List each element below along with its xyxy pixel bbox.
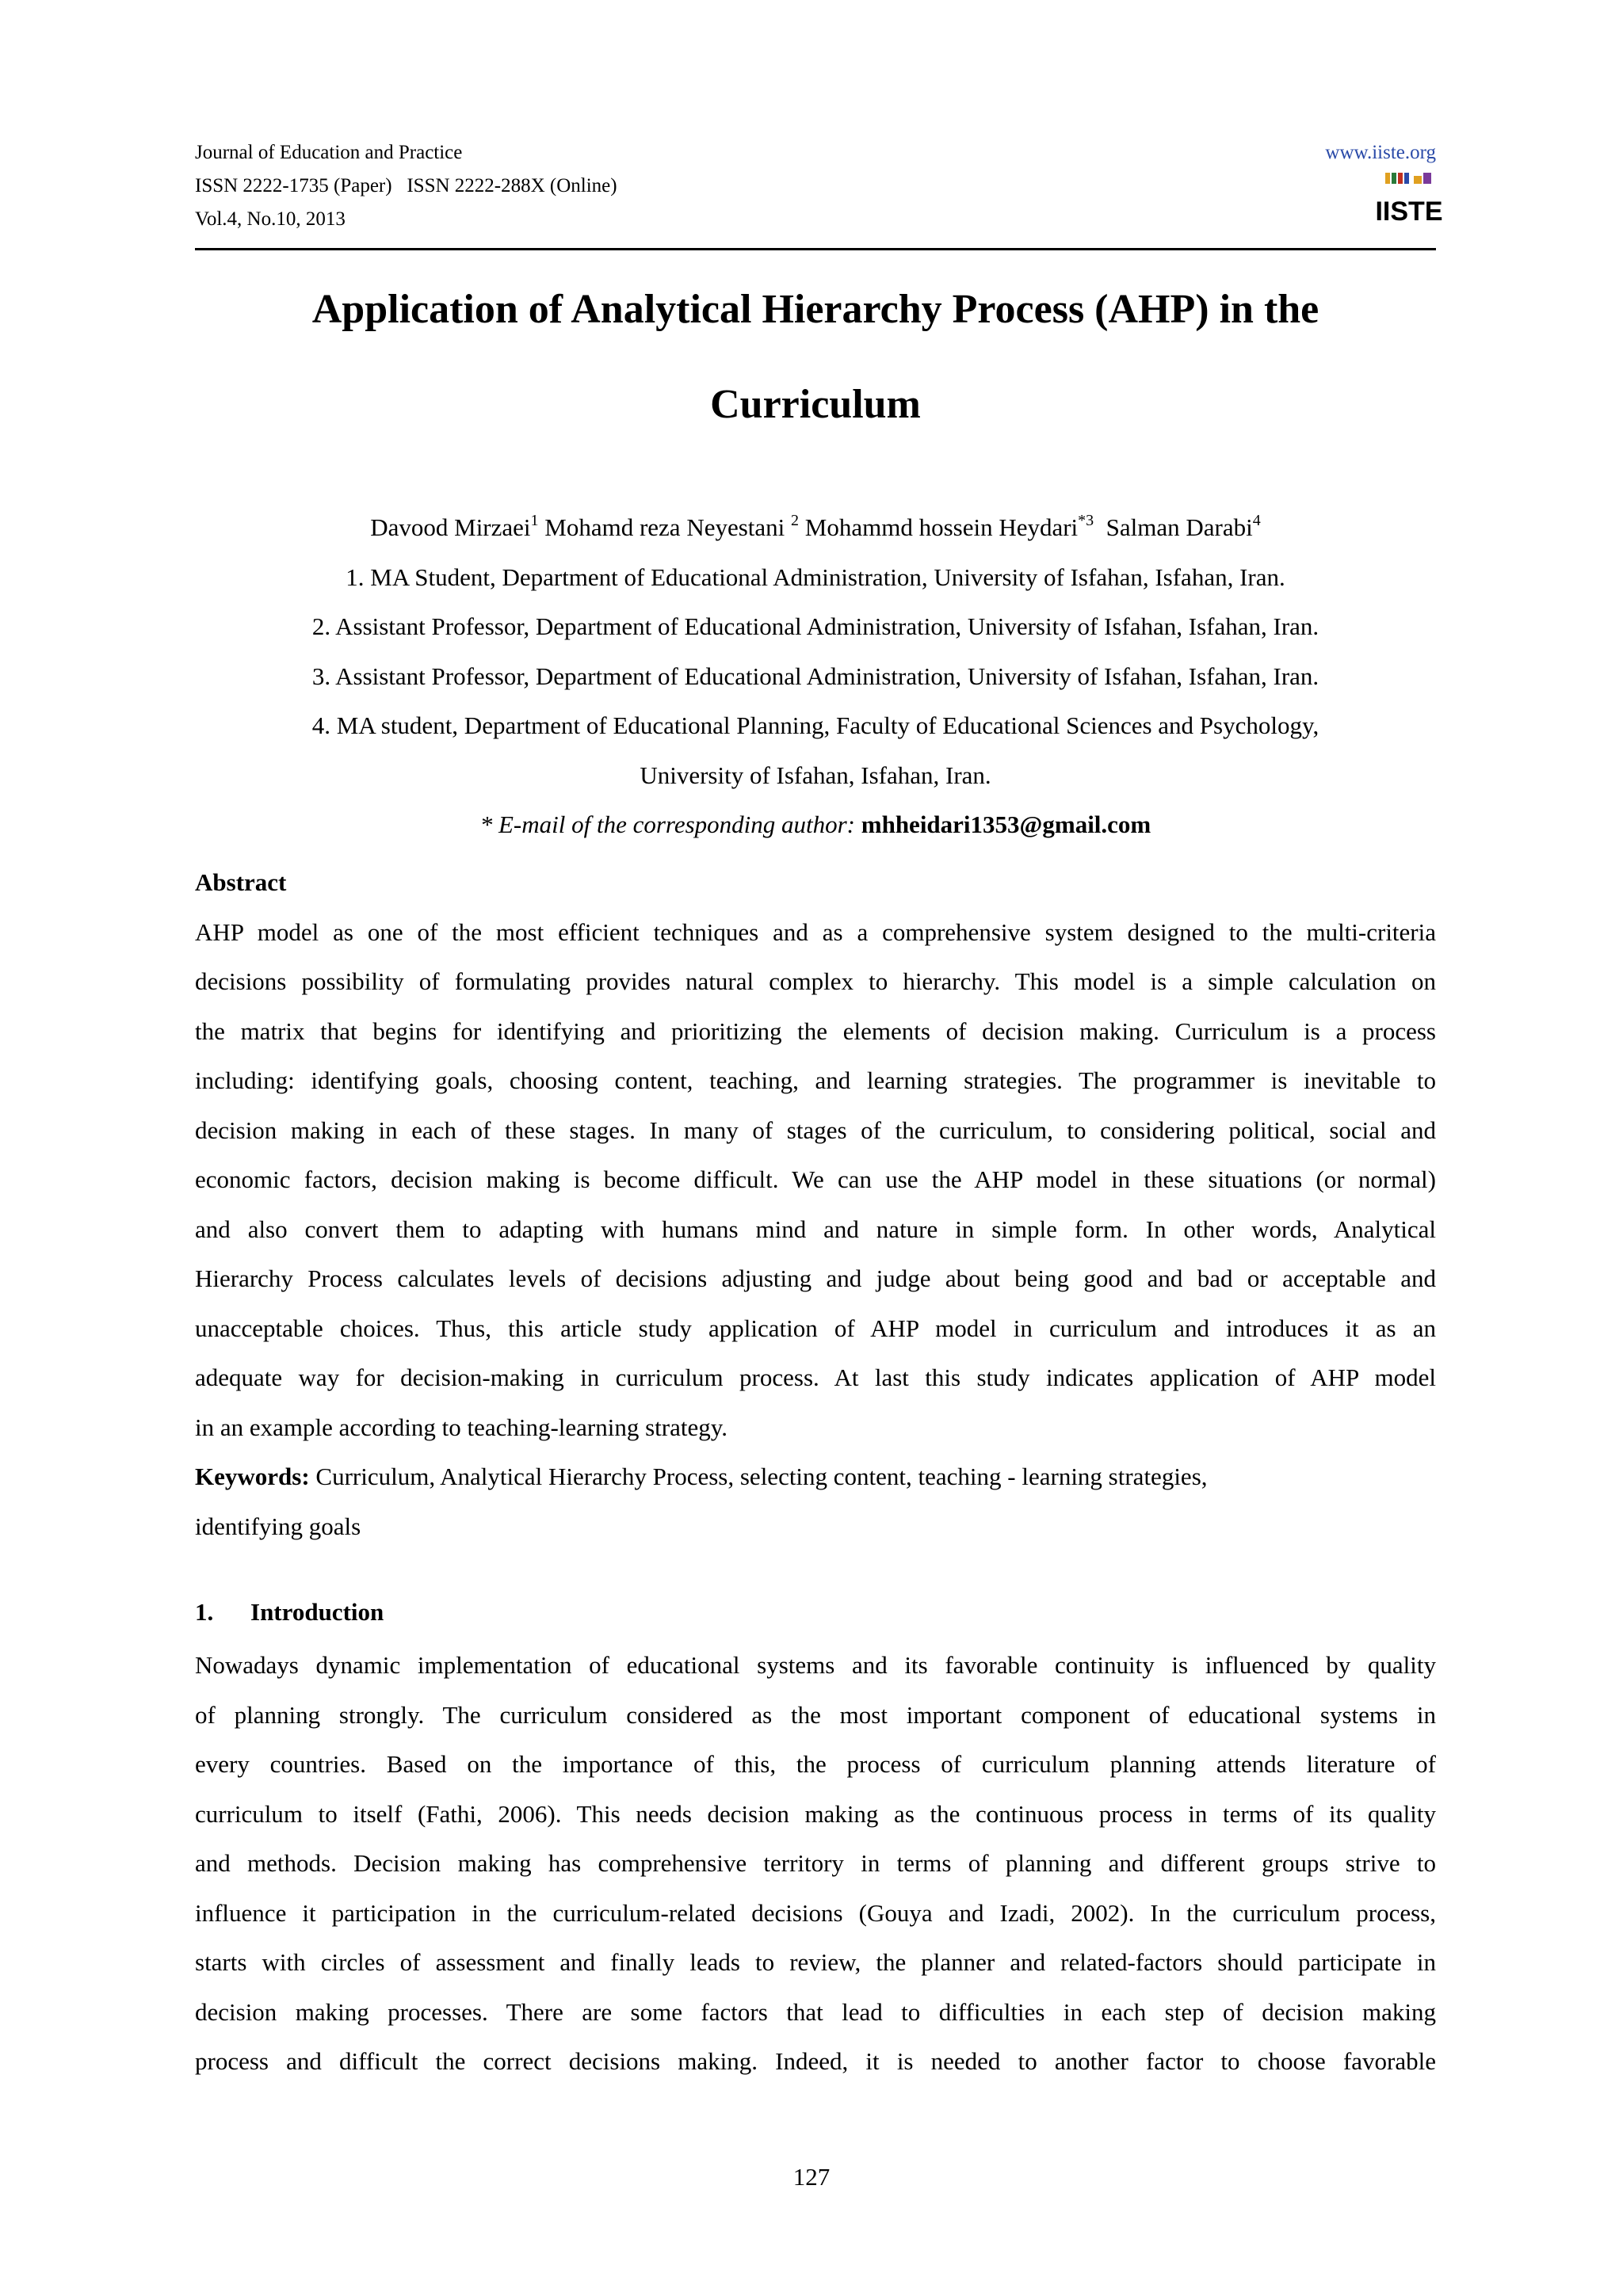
introduction-heading	[195, 1598, 384, 1627]
section-number: 1.	[195, 1598, 214, 1626]
author-sup: 2	[791, 511, 800, 529]
abstract-line: including: identifying goals, choosing content, teaching, and learning strategies. The programmer is inevitable to	[195, 1066, 1436, 1094]
intro-line: every countries. Based on the importance of this, the process of curriculum planning attends literature of	[195, 1750, 1436, 1778]
affiliation-1: 1. MA Student, Department of Educational Administration, University of Isfahan, Isfahan, Iran.	[346, 563, 1285, 591]
abstract-line: the matrix that begins for identifying and prioritizing the elements of decision making. Curriculum is a process	[195, 1016, 1436, 1045]
journal-url-link[interactable]: www.iiste.org	[1325, 142, 1436, 163]
abstract-line: unacceptable choices. Thus, this article study application of AHP model in curriculum and introduces it as an	[195, 1314, 1436, 1342]
paper-title-line-2: Curriculum	[710, 382, 921, 427]
affiliation-4-cont: University of Isfahan, Isfahan, Iran.	[640, 761, 991, 789]
intro-line: Nowadays dynamic implementation of educational systems and its favorable continuity is influenced by quality	[195, 1651, 1436, 1679]
author-sup: 4	[1252, 511, 1261, 529]
email-label: * E-mail of the corresponding author:	[479, 810, 861, 838]
author-list	[195, 513, 1436, 542]
introduction-body	[195, 1641, 1436, 2087]
keywords-line	[195, 1452, 1436, 1502]
abstract-heading: Abstract	[195, 868, 287, 896]
author-sup: 1	[530, 511, 539, 529]
journal-header	[195, 136, 617, 236]
intro-line: process and difficult the correct decisions making. Indeed, it is needed to another factor to choose favorable	[195, 2047, 1436, 2075]
header-rule	[195, 248, 1436, 250]
iiste-logo	[1375, 171, 1443, 228]
keywords-list: Curriculum, Analytical Hierarchy Process, selecting content, teaching - learning strategies,	[309, 1463, 1208, 1490]
intro-line: and methods. Decision making has comprehensive territory in terms of planning and different groups strive to	[195, 1849, 1436, 1877]
author-name: Salman Darabi	[1106, 513, 1253, 541]
author-name: Davood Mirzaei	[370, 513, 531, 541]
abstract-line: Hierarchy Process calculates levels of decisions adjusting and judge about being good and bad or acceptable and	[195, 1264, 1436, 1292]
abstract-line: economic factors, decision making is become difficult. We can use the AHP model in these situations (or normal)	[195, 1165, 1436, 1193]
corresponding-email	[195, 810, 1436, 839]
author-name: Mohamd reza Neyestani	[544, 513, 785, 541]
page-number: 127	[792, 2163, 831, 2191]
affiliation-4: 4. MA student, Department of Educational Planning, Faculty of Educational Sciences and Psychology,	[311, 711, 1319, 739]
abstract-line: decisions possibility of formulating provides natural complex to hierarchy. This model is a simple calculation on	[195, 967, 1436, 995]
journal-issn: ISSN 2222-1735 (Paper) ISSN 2222-288X (Online)	[195, 175, 617, 196]
abstract-line: decision making in each of these stages. In many of stages of the curriculum, to considering political, social and	[195, 1116, 1436, 1144]
keywords-line-cont: identifying goals	[195, 1512, 361, 1540]
svg-text:IISTE: IISTE	[1375, 196, 1443, 227]
journal-volume: Vol.4, No.10, 2013	[195, 208, 346, 230]
affiliation-3: 3. Assistant Professor, Department of Educational Administration, University of Isfahan, Isfahan, Iran.	[311, 662, 1319, 690]
intro-line: curriculum to itself (Fathi, 2006). This needs decision making as the continuous process in terms of its quality	[195, 1799, 1436, 1828]
intro-line: of planning strongly. The curriculum considered as the most important component of educational systems in	[195, 1700, 1436, 1729]
abstract-line: adequate way for decision-making in curriculum process. At last this study indicates application of AHP model	[195, 1363, 1436, 1391]
intro-line: influence it participation in the curriculum-related decisions (Gouya and Izadi, 2002). In the curriculum process,	[195, 1898, 1436, 1927]
intro-line: decision making processes. There are some factors that lead to difficulties in each step of decision making	[195, 1997, 1436, 2026]
journal-name: Journal of Education and Practice	[195, 142, 463, 163]
abstract-section	[195, 858, 1436, 1551]
email-address-link[interactable]: mhheidari1353@gmail.com	[861, 810, 1151, 838]
intro-line: starts with circles of assessment and finally leads to review, the planner and related-factors should participate in	[195, 1948, 1436, 1976]
section-title-text: Introduction	[250, 1598, 384, 1626]
keywords-label: Keywords:	[195, 1463, 310, 1490]
author-sup: *3	[1078, 511, 1094, 529]
author-name: Mohammd hossein Heydari	[804, 513, 1079, 541]
abstract-line: AHP model as one of the most efficient techniques and as a comprehensive system designed to the multi-criteria	[195, 917, 1436, 946]
affiliation-2: 2. Assistant Professor, Department of Educational Administration, University of Isfahan, Isfahan, Iran.	[311, 612, 1319, 640]
paper-title-line-1: Application of Analytical Hierarchy Process (AHP) in the	[311, 287, 1319, 332]
abstract-line: in an example according to teaching-learning strategy.	[195, 1413, 727, 1441]
abstract-line: and also convert them to adapting with humans mind and nature in simple form. In other words, Analytical	[195, 1215, 1436, 1243]
